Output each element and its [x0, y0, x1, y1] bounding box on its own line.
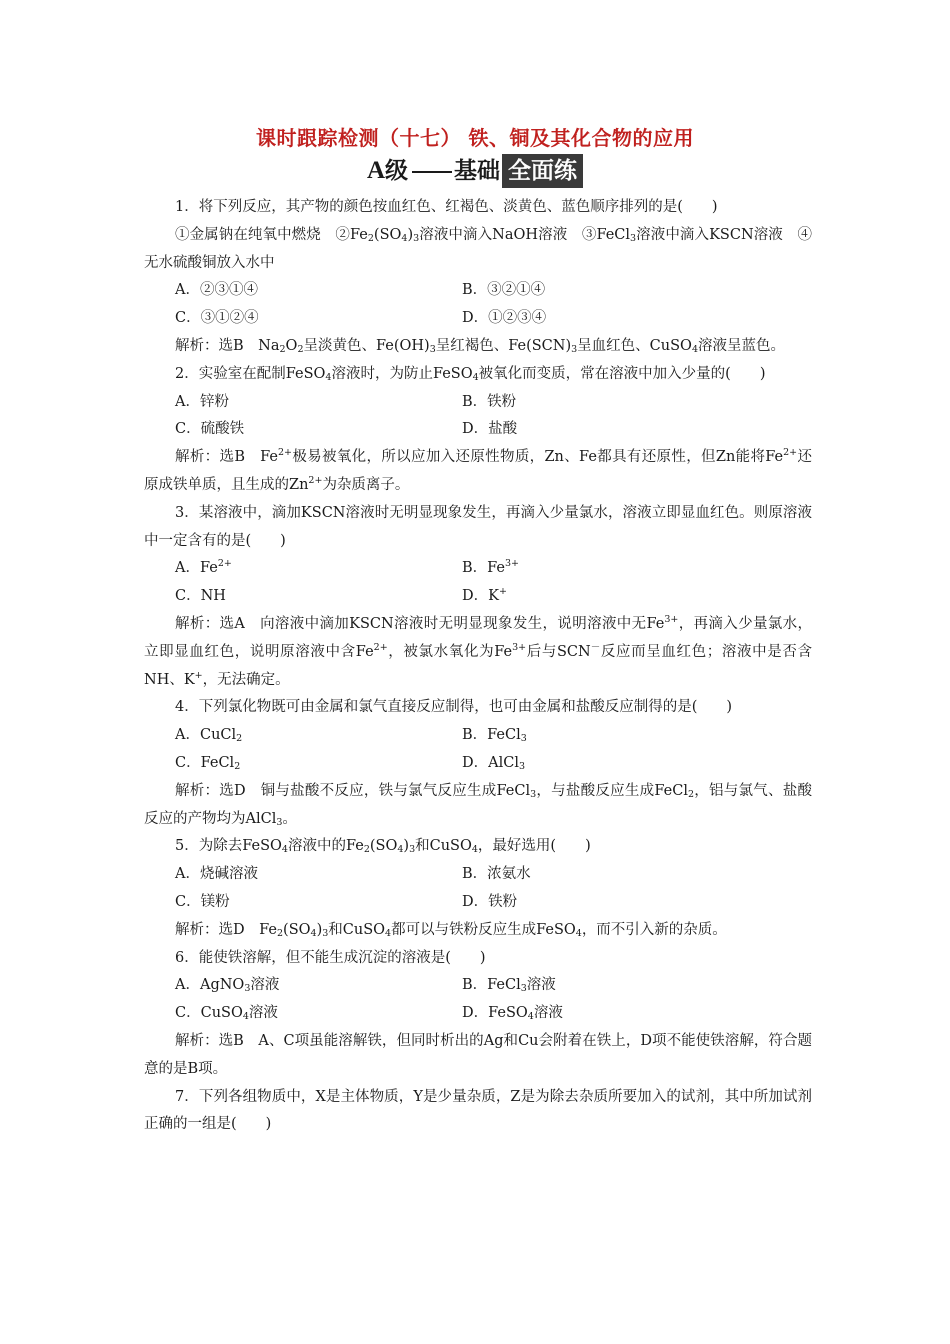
q2-option-a: A．锌粉 [175, 393, 229, 410]
q4-stem: 4．下列氯化物既可由金属和氯气直接反应制得，也可由金属和盐酸反应制得的是( ) [175, 699, 733, 716]
q2-options-row2 [144, 416, 812, 444]
question-content [144, 194, 812, 1139]
q2-option-d: D．盐酸 [462, 421, 518, 438]
q3-analysis: 解析：选A 向溶液中滴加KSCN溶液时无明显现象发生，说明溶液中无$Fe^{3+}$，再滴入少量氯水，立即显血红色，说明原溶液中含$Fe^{2+}$，被氯水氧化为$Fe^{3+}$后与SCN－反应而呈血红色；溶液中是否含NH、K+，无法确定。 [144, 613, 813, 688]
q5-options-row1 [144, 861, 812, 889]
level-dash [412, 171, 452, 173]
page-title: 课时跟踪检测（十七） 铁、铜及其化合物的应用 [256, 126, 694, 150]
q3-option-b: B．$Fe^{3+}$ [462, 558, 520, 577]
level-letter: A [366, 157, 386, 184]
q5-option-a: A．烧碱溶液 [175, 866, 258, 883]
q3-option-c: C．NH [175, 588, 226, 605]
q3-options-row1 [144, 555, 812, 583]
q4-options-row2 [144, 750, 812, 778]
q4-option-a: A．CuCl$_2$ [175, 727, 243, 745]
q5-stem: 5．为除去FeSO$_4$溶液中的$Fe_2(SO_4)_3$和CuSO$_4$，最好选用( ) [175, 838, 591, 856]
q1-option-b: B．③②①④ [462, 282, 546, 299]
q2-option-b: B．铁粉 [462, 393, 517, 410]
q6-analysis: 解析：选B A、C项虽能溶解铁，但同时析出的Ag和Cu会附着在铁上，D项不能使铁溶解，符合题意的是B项。 [144, 1032, 812, 1077]
q2-analysis: 解析：选B $Fe^{2+}$极易被氧化，所以应加入还原性物质，Zn、Fe都具有还原性，但Zn能将$Fe^{2+}$还原成铁单质，且生成的$Zn^{2+}$为杂质离子。 [144, 447, 812, 493]
q7-stem: 7．下列各组物质中，X是主体物质，Y是少量杂质，Z是为除去杂质所要加入的试剂，其中所加试剂正确的一组是( ) [144, 1088, 812, 1133]
q1-stem: 1．将下列反应，其产物的颜色按血红色、红褐色、淡黄色、蓝色顺序排列的是( ) [175, 199, 718, 215]
q6-option-a: A．AgNO$_3$溶液 [175, 977, 280, 995]
q2-options-row1 [144, 389, 812, 417]
q5-option-d: D．铁粉 [462, 893, 518, 910]
q2-option-c: C．硫酸铁 [175, 421, 245, 438]
q1-options-row1 [144, 277, 812, 305]
q5-options-row2 [144, 889, 812, 917]
q4-option-b: B．FeCl$_3$ [462, 727, 527, 745]
q4-analysis: 解析：选D 铜与盐酸不反应，铁与氯气反应生成FeCl$_3$，与盐酸反应生成FeCl$_2$，铝与氯气、盐酸反应的产物均为AlCl$_3$。 [144, 782, 812, 828]
q1-option-c: C．③①②④ [175, 310, 259, 327]
q5-analysis: 解析：选D $Fe_2(SO_4)_3$和CuSO$_4$都可以与铁粉反应生成FeSO$_4$，而不引入新的杂质。 [175, 921, 727, 939]
level-badge: 全面练 [502, 154, 583, 188]
q2-stem: 2．实验室在配制FeSO$_4$溶液时，为防止FeSO$_4$被氧化而变质，常在溶液中加入少量的( ) [175, 365, 766, 383]
q1-option-d: D．①②③④ [462, 310, 547, 327]
q1-reactions: ①金属钠在纯氧中燃烧 $②Fe_2(SO_4)_3$溶液中滴入NaOH溶液 ③FeCl$_3$溶液中滴入KSCN溶液 ④无水硫酸铜放入水中 [144, 226, 812, 271]
level-basic: 基础 [454, 157, 501, 184]
q3-option-a: A．$Fe^{2+}$ [175, 558, 232, 577]
level-heading [0, 152, 950, 188]
q3-options-row2 [144, 583, 812, 611]
q3-option-d: D．K+ [462, 586, 507, 605]
q5-option-c: C．镁粉 [175, 893, 230, 910]
q6-option-c: C．CuSO$_4$溶液 [175, 1005, 278, 1023]
q6-option-d: D．FeSO$_4$溶液 [462, 1005, 563, 1023]
q5-option-b: B．浓氨水 [462, 866, 531, 883]
q4-options-row1 [144, 722, 812, 750]
q1-option-a: A．②③①④ [175, 282, 258, 299]
q1-analysis: 解析：选B $Na_2O_2$呈淡黄色、$Fe(OH)_3$呈红褐色、$Fe(SCN)_3$呈血红色、CuSO$_4$溶液呈蓝色。 [175, 337, 785, 355]
q6-option-b: B．FeCl$_3$溶液 [462, 977, 556, 995]
q6-options-row1 [144, 972, 812, 1000]
q6-stem: 6．能使铁溶解，但不能生成沉淀的溶液是( ) [175, 949, 486, 966]
q1-options-row2 [144, 305, 812, 333]
q4-option-d: D．AlCl$_3$ [462, 754, 526, 772]
level-ji: 级 [385, 157, 409, 184]
q6-options-row2 [144, 1000, 812, 1028]
q3-stem: 3．某溶液中，滴加KSCN溶液时无明显现象发生，再滴入少量氯水，溶液立即显血红色。则原溶液中一定含有的是( ) [144, 504, 812, 549]
q4-option-c: C．FeCl$_2$ [175, 754, 241, 772]
